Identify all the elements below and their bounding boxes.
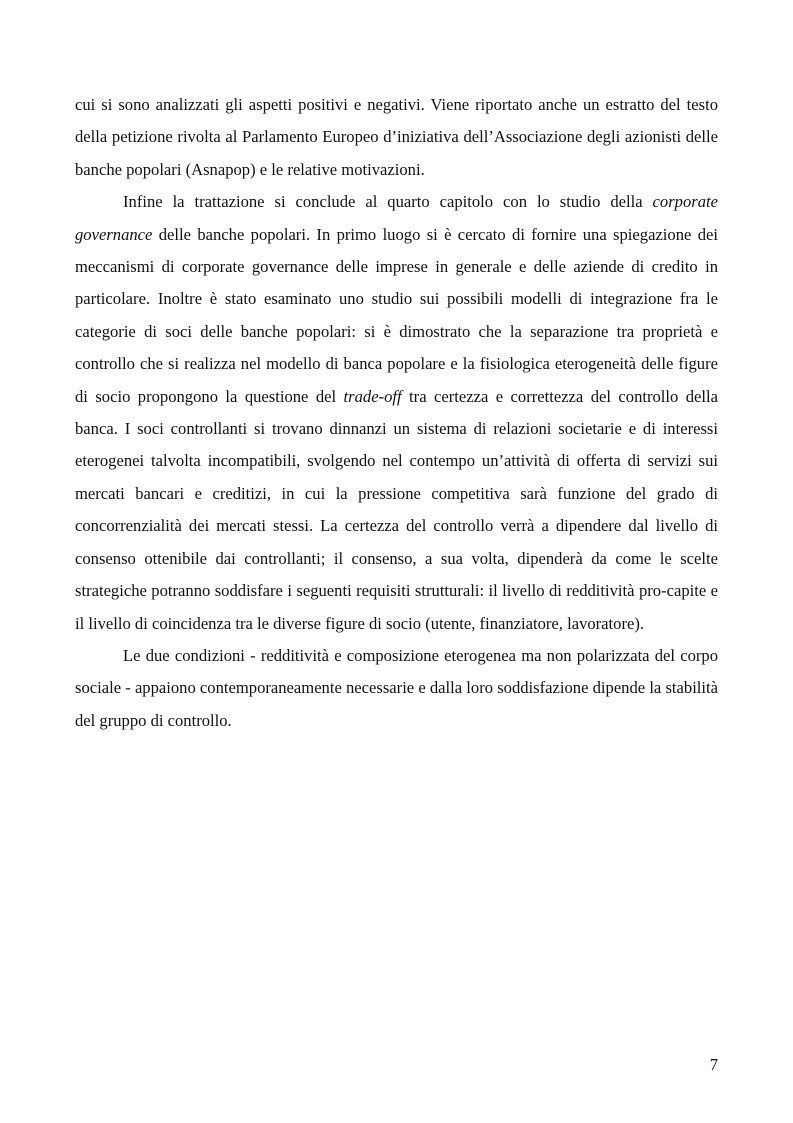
term-corporate-governance: corporate governance [75,192,718,244]
paragraph-1 [75,89,718,186]
paragraph-2-text-c: tra certezza e correttezza del controllo della banca. I soci controllanti si trovano dinnanzi un sistema di relazioni societarie e di interessi eterogenei talvolta incompatibili, svolgendo nel contempo un’attività di offerta di servizi sui mercati bancari e creditizi, in cui la pressione competitiva sarà funzione del grado di concorrenzialità dei mercati stessi. La certezza del controllo verrà a dipendere dal livello di consenso ottenibile dai controllanti; il consenso, a sua volta, dipenderà da come le scelte strategiche potranno soddisfare i seguenti requisiti strutturali: il livello di redditività pro-capite e il livello di coincidenza tra le diverse figure di socio (utente, finanziatore, lavoratore). [75,386,718,633]
paragraph-2-text-a: Infine la trattazione si conclude al quarto capitolo con lo studio della [123,192,653,212]
paragraph-2-text-b: delle banche popolari. In primo luogo si è cercato di fornire una spiegazione dei meccanismi di corporate governance delle imprese in generale e delle aziende di credito in particolare. Inoltre è stato esaminato uno studio sui possibili modelli di integrazione fra le categorie di soci delle banche popolari: si è dimostrato che la separazione tra proprietà e controllo che si realizza nel modello di banca popolare e la fisiologica eterogeneità delle figure di socio propongono la questione del [75,224,718,406]
paragraph-3 [75,640,718,737]
body-text [75,89,718,737]
paragraph-1-text: cui si sono analizzati gli aspetti positivi e negativi. Viene riportato anche un estratto del testo della petizione rivolta al Parlamento Europeo d’iniziativa dell’Associazione degli azionisti delle banche popolari (Asnapop) e le relative motivazioni. [75,95,718,179]
paragraph-2 [75,186,718,640]
page-number: 7 [709,1055,718,1074]
paragraph-3-text: Le due condizioni - redditività e composizione eterogenea ma non polarizzata del corpo sociale - appaiono contemporaneamente necessarie e dalla loro soddisfazione dipende la stabilità del gruppo di controllo. [75,645,718,730]
term-trade-off: trade-off [343,386,402,406]
